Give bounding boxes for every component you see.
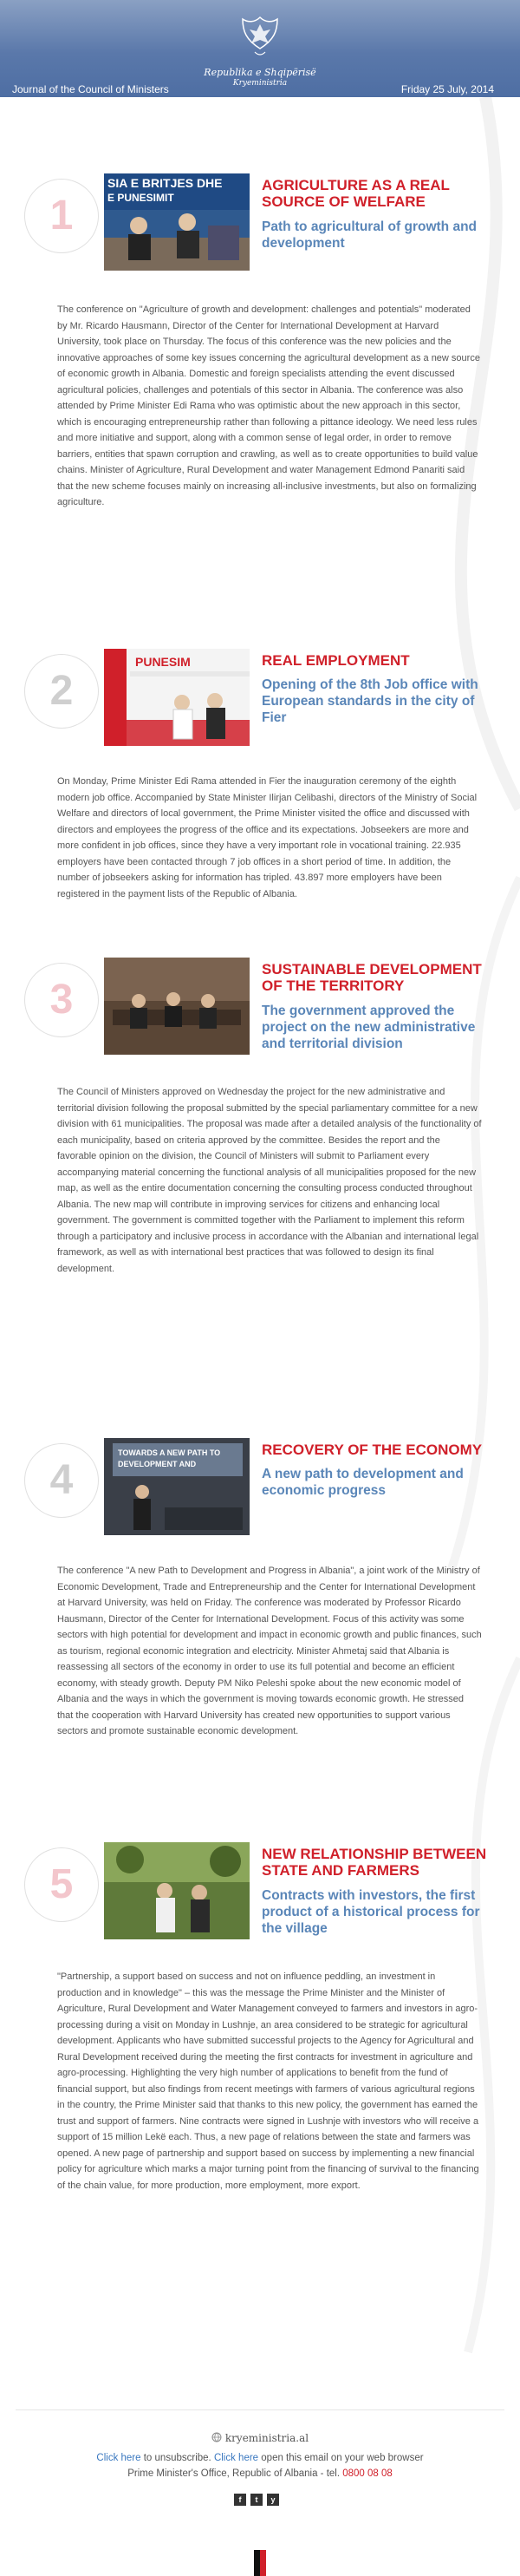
article-title: SUSTAINABLE DEVELOPMENT OF THE TERRITORY bbox=[262, 961, 482, 994]
svg-text:SIA E BRITJES DHE: SIA E BRITJES DHE bbox=[107, 176, 223, 190]
article-3 bbox=[0, 958, 520, 1409]
article-number: 2 bbox=[24, 654, 99, 729]
emblem-icon bbox=[239, 14, 281, 62]
article-subtitle[interactable]: Contracts with investors, the first product of a historical process for the village bbox=[262, 1888, 480, 1936]
article-image[interactable] bbox=[104, 173, 250, 271]
article-4 bbox=[0, 1438, 520, 1820]
unsubscribe-link[interactable]: Click here bbox=[96, 2453, 141, 2463]
article-image[interactable] bbox=[104, 649, 250, 746]
unsubscribe-line bbox=[0, 2453, 520, 2463]
article-body: The Council of Ministers approved on Wednesday the project for the new administrative and territorial division following the proposal submitted by the special parliamentary committee for a new division with 61 municipalities. The proposal was made after a detailed analysis of the functionality of each municipality, based on criteria approved by the committee. Besides the report and the favorable opinion on the division, the Council of Ministers will submit to Parliament every accompanying material concerning the functional analysis of all municipalities proposed for the new map, as well as the entire documentation concerning the consulting process conducted throughout Albania. The new map will contribute in improving services for citizens and enhancing local government. The government is committed together with the Parliament to implement this reform through a participatory and inclusive process in accordance with the Albanian and international legal framework, as well as with international best practices that was followed to design its final development. bbox=[57, 1087, 482, 1274]
article-subtitle[interactable]: A new path to development and economic progress bbox=[262, 1467, 464, 1498]
globe-icon bbox=[211, 2432, 222, 2442]
article-title: RECOVERY OF THE ECONOMY bbox=[262, 1442, 483, 1458]
office-phone[interactable]: 0800 08 08 bbox=[342, 2468, 393, 2479]
site-link[interactable]: kryeministria.al bbox=[224, 2432, 309, 2444]
svg-text:DEVELOPMENT AND: DEVELOPMENT AND bbox=[118, 1460, 197, 1468]
photo-job-office-icon bbox=[104, 649, 250, 746]
article-subtitle[interactable]: The government approved the project on the new administrative and territorial division bbox=[262, 1004, 476, 1051]
article-subtitle[interactable]: Path to agricultural of growth and development bbox=[262, 219, 477, 251]
header bbox=[0, 0, 520, 97]
article-body: The conference "A new Path to Development and Progress in Albania", a joint work of the Ministry of Economic Development, Trade and Entrepreneurship and the Center for International Development at Harvard University, was held on Friday. The conference was moderated by Professor Ricardo Hausmann, Director of the Center for International Development. Focus of this activity was some sectors with high potential for development and impact in economic growth and public finances, such as tourism, regional economic integration and electricity. Minister Ahmetaj said that Albania is reassessing all sectors of the economy in order to use its full potential and become an efficient economy, with steady growth. Deputy PM Niko Peleshi spoke about the new economic model of Albania and the ways in which the government is moving towards economic growth. He stressed that the cooperation with Harvard University has created new opportunities to support various sectors and promote sustainable economic development. bbox=[57, 1566, 482, 1736]
web-version-text: open this email on your web browser bbox=[258, 2453, 424, 2463]
youtube-icon[interactable]: y bbox=[267, 2494, 279, 2506]
article-2 bbox=[0, 649, 520, 987]
article-subtitle[interactable]: Opening of the 8th Job office with European standards in the city of Fier bbox=[262, 677, 478, 725]
photo-council-meeting-icon bbox=[104, 958, 250, 1055]
brand-line-1: Republika e Shqipërisë bbox=[204, 67, 316, 78]
journal-subtitle: Journal of the Council of Ministers bbox=[12, 83, 169, 95]
article-title: REAL EMPLOYMENT bbox=[262, 652, 410, 669]
photo-farmers-meeting-icon bbox=[104, 1842, 250, 1939]
article-image[interactable] bbox=[104, 958, 250, 1055]
photo-conference-icon bbox=[104, 173, 250, 271]
social-links bbox=[234, 2491, 286, 2503]
svg-text:PUNESIM: PUNESIM bbox=[135, 655, 191, 669]
footer-site[interactable] bbox=[0, 2432, 520, 2444]
article-image[interactable] bbox=[104, 1842, 250, 1939]
article-body: The conference on "Agriculture of growth and development: challenges and potentials" moderated by Mr. Ricardo Hausmann, Director of the Center for International Development at Harvard University, took place on Thursday. The focus of this conference was the new policies and the innovative approaches of some key issues concerning the agricultural development as a new source of economic growth in Albania. Domestic and foreign specialists attending the event discussed agricultural policies, challenges and potentials of this sector in Albania. The conference was also attended by Prime Minister Edi Rama who was optimistic about the new approach in this sector, which is encouraging entrepreneurship rather than following a pittance ideology. We need less rules and more initiative and support, along with a common sense of legal order, in order to remove barriers, entities that spawn corruption and crawling, as well as to create opportunities to build value chains. Minister of Agriculture, Rural Development and water Management Edmond Panariti said that the new scheme focuses mainly on increasing all-inclusive investments, but also on formalizing agriculture. bbox=[57, 304, 480, 507]
facebook-icon[interactable]: f bbox=[234, 2494, 246, 2506]
office-line bbox=[0, 2468, 520, 2479]
footer bbox=[0, 2409, 520, 2576]
article-image[interactable] bbox=[104, 1438, 250, 1535]
web-version-link[interactable]: Click here bbox=[213, 2453, 259, 2463]
twitter-icon[interactable]: t bbox=[250, 2494, 263, 2506]
svg-text:E PUNESIMIT: E PUNESIMIT bbox=[107, 192, 174, 204]
unsubscribe-text: to unsubscribe. bbox=[140, 2453, 214, 2463]
article-5 bbox=[0, 1842, 520, 2380]
svg-text:TOWARDS A NEW PATH TO: TOWARDS A NEW PATH TO bbox=[118, 1448, 221, 1457]
article-body: On Monday, Prime Minister Edi Rama attended in Fier the inauguration ceremony of the eighth modern job office. Accompanied by State Minister Ilirjan Celibashi, directors of the Ministry of Social Welfare and directors of local government, the Prime Minister visited the office and discussed with directors and employees the progress of the office and its expectations. Jobseekers are more and more confident in job offices, since they have a very important role in vocational training. 22.935 employers have been contacted through 7 job offices in a short period of time. In addition, the number of jobseekers asking for information has tripled. 43.897 more employers have been registered in the payment lists of the Republic of Albania. bbox=[57, 776, 478, 899]
article-1 bbox=[0, 173, 520, 624]
article-body: "Partnership, a support based on success and not on influence peddling, an investment in production and in knowledge" – this was the message the Prime Minister and the Minister of Agriculture, Rural Development and Water Management conveyed to farmers and investors in agro-processing during a visit on Monday in Lushnje, an area considered to be strategic for agricultural development. Applicants who have submitted successful projects to the Agency for Agricultural and Rural Development received during the meeting the first contracts for investment in agriculture and agro-processing. Highlighting the very high number of applications to benefit from the fund of financial support, but also findings from recent meetings with farmers of various agricultural regions in the country, the Prime Minister said that thanks to this new policy, the government has earned the trust and support of farmers. Nine contracts were signed in Lushnje with investors who will receive a support of 15 million Lekë each. Thus, a new page of relations between the state and farmers was opened. A new page of partnership and support based on success by implementing a new financial policy for agriculture which marks a major turning point from the financing of survival to the financing of the chain value, for more production, more employment, more export. bbox=[57, 1971, 479, 2191]
article-title: AGRICULTURE AS A REAL SOURCE OF WELFARE bbox=[262, 177, 450, 210]
footer-divider bbox=[16, 2409, 504, 2410]
office-text: Prime Minister's Office, Republic of Albania - tel. bbox=[127, 2468, 343, 2479]
article-number: 4 bbox=[24, 1443, 99, 1518]
article-number: 1 bbox=[24, 179, 99, 253]
article-number: 3 bbox=[24, 963, 99, 1037]
brand-line-2: Kryeministria bbox=[232, 79, 288, 88]
article-title: NEW RELATIONSHIP BETWEEN STATE AND FARMERS bbox=[262, 1846, 487, 1879]
article-number: 5 bbox=[24, 1847, 99, 1922]
photo-economy-conference-icon bbox=[104, 1438, 250, 1535]
issue-date: Friday 25 July, 2014 bbox=[400, 83, 494, 95]
flag-bar bbox=[254, 2550, 266, 2576]
